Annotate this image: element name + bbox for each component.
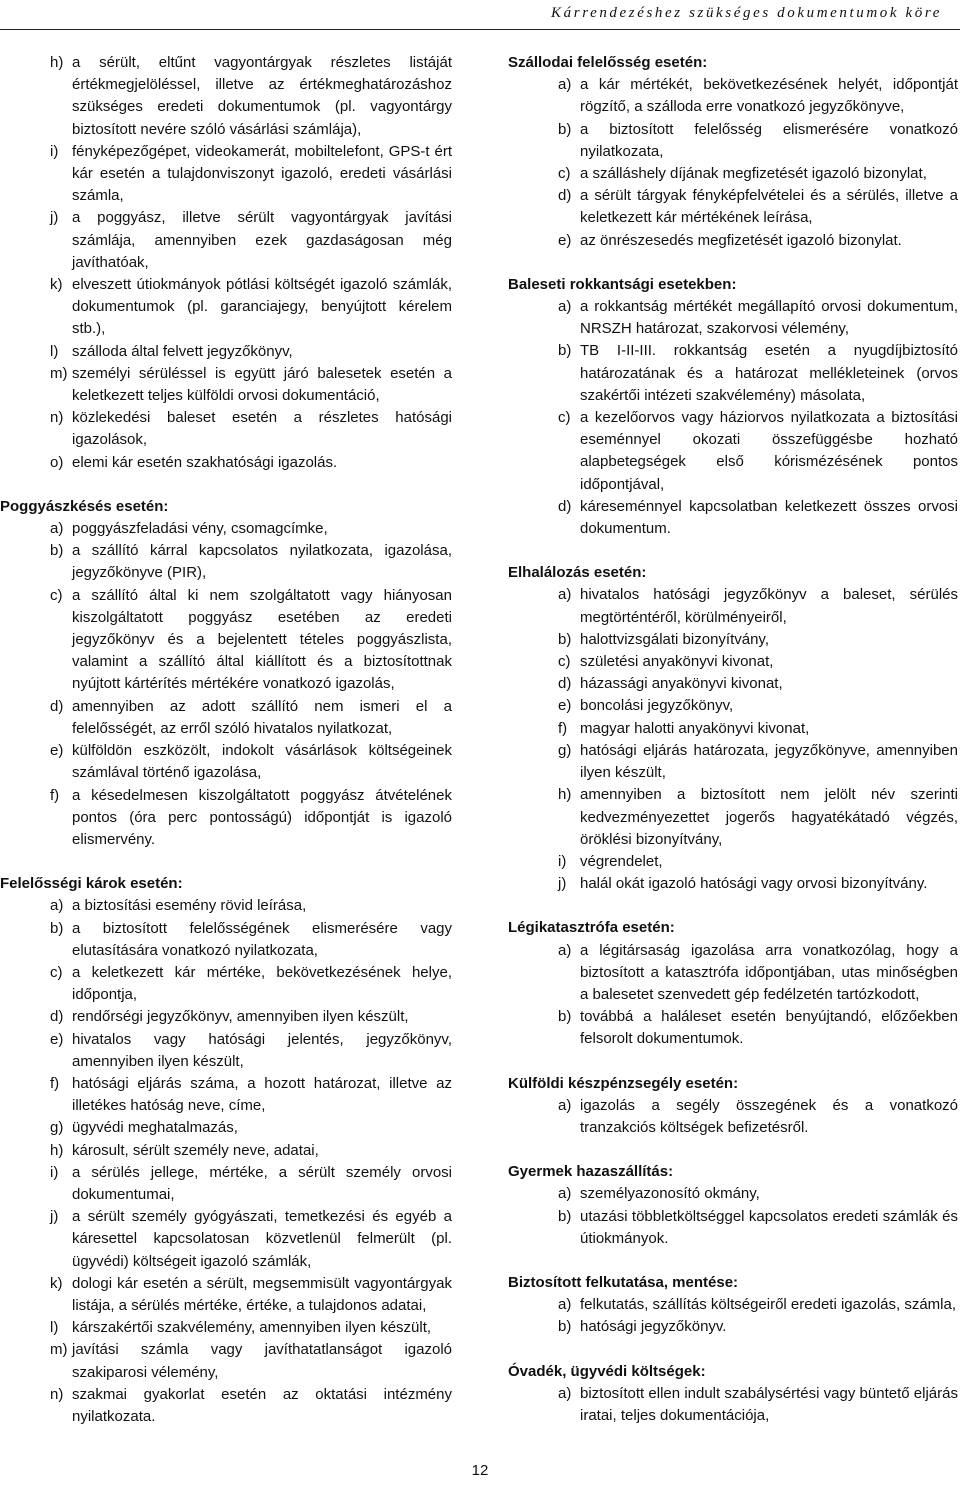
- list-item-text: továbbá a haláleset esetén benyújtandó, előzőekben felsorolt dokumentumok.: [580, 1008, 958, 1048]
- list-item-marker: d): [50, 1008, 64, 1026]
- list-item-marker: b): [558, 120, 572, 138]
- list-item-text: rendőrségi jegyzőkönyv, amennyiben ilyen készült,: [72, 1008, 409, 1026]
- list-item-marker: e): [558, 231, 572, 249]
- list-item-marker: d): [50, 697, 64, 715]
- list-item-marker: j): [558, 875, 567, 893]
- list-item-text: kárszakértői szakvélemény, amennyiben ilyen készült,: [72, 1319, 432, 1337]
- list-item-marker: b): [558, 342, 572, 360]
- list-item-marker: n): [50, 409, 64, 427]
- list-item-text: a kár mértékét, bekövetkezésének helyét, időpontját rögzítő, a szálloda erre vonatkozó jegyzőkönyve,: [580, 76, 958, 116]
- list-item-text: dologi kár esetén a sérült, megsemmisült vagyontárgyak listája, a sérülés mértéke, értéke, a tulajdonos adatai,: [72, 1274, 452, 1314]
- list-item-marker: f): [50, 786, 60, 804]
- list-item-marker: d): [558, 187, 572, 205]
- list-item: [508, 584, 958, 628]
- list-item-marker: b): [50, 542, 64, 560]
- list-item-marker: a): [558, 76, 572, 94]
- left-sections: [0, 496, 452, 1428]
- list-item: [0, 1339, 452, 1383]
- section: [0, 873, 452, 1428]
- section: [508, 1161, 958, 1250]
- list-item-marker: e): [50, 742, 64, 760]
- list-item-text: a sérült, eltűnt vagyontárgyak részletes listáját értékmegjelöléssel, illetve az értékmeghatározáshoz szükséges eredeti dokumentumok (pl. vagyontárgy biztosított nevére szóló vásárlási számlája),: [72, 54, 452, 138]
- section: [508, 1073, 958, 1140]
- list-item-marker: g): [50, 1119, 64, 1137]
- section-heading: Biztosított felkutatása, mentése:: [508, 1273, 739, 1291]
- list-item-marker: b): [558, 630, 572, 648]
- list-item-marker: i): [50, 142, 59, 160]
- list-item-text: a poggyász, illetve sérült vagyontárgyak javítási számlája, amennyiben ezek gazdaságosan még javíthatóak,: [72, 209, 452, 271]
- list-item: [508, 185, 958, 229]
- list-item: [508, 340, 958, 407]
- section: [508, 917, 958, 1050]
- section-heading: Külföldi készpénzsegély esetén:: [508, 1074, 739, 1092]
- list-item-marker: a): [50, 897, 64, 915]
- list-item: [508, 163, 958, 185]
- list-item-text: TB I-II-III. rokkantság esetén a nyugdíjbiztosító határozatának és a határozat mellékleteinek (orvos szakértői intézeti szakvélemény) másolata,: [580, 342, 958, 404]
- list-item: [508, 851, 958, 873]
- list-item: [0, 895, 452, 917]
- list-item: [0, 1117, 452, 1139]
- list-item: [508, 1206, 958, 1250]
- list-item-text: halál okát igazoló hatósági vagy orvosi bizonyítvány.: [580, 875, 928, 893]
- list-item-text: hatósági eljárás száma, a hozott határozat, illetve az illetékes hatóság neve, címe,: [72, 1074, 452, 1115]
- list-item-marker: j): [50, 1208, 59, 1226]
- list-item-text: házassági anyakönyvi kivonat,: [580, 675, 783, 693]
- list-item: [508, 718, 958, 740]
- list-item-marker: c): [50, 963, 63, 981]
- running-title: Kárrendezéshez szükséges dokumentumok köre: [551, 5, 942, 21]
- list-item: [508, 873, 958, 895]
- section: [508, 562, 958, 895]
- list-item-marker: g): [558, 741, 572, 759]
- list-item: [508, 695, 958, 717]
- list-item-text: amennyiben a biztosított nem jelölt név szerinti kedvezményezettet jogerős hagyatékátadó végzés, öröklési bizonyítvány,: [580, 786, 958, 848]
- section-heading: Baleseti rokkantsági esetekben:: [508, 275, 737, 293]
- list-item: [0, 1317, 452, 1339]
- list-item-text: elveszett útiokmányok pótlási költségét igazoló számlák, dokumentumok (pl. garanciajegy, benyújtott kérelem stb.),: [72, 276, 452, 338]
- list-item: [508, 74, 958, 118]
- list-item: [0, 1273, 452, 1317]
- section-heading: Légikatasztrófa esetén:: [508, 919, 675, 937]
- list-item-text: a rokkantság mértékét megállapító orvosi dokumentum, NRSZH határozat, szakorvosi vélemény,: [580, 298, 958, 338]
- list-item: [0, 207, 452, 274]
- list-item-text: hatósági jegyzőkönyv.: [580, 1318, 727, 1336]
- list-item: [0, 1073, 452, 1117]
- list-item-marker: a): [558, 1384, 572, 1402]
- list-item-text: közlekedési baleset esetén a részletes hatósági igazolások,: [72, 409, 452, 449]
- list-item-marker: b): [558, 1008, 572, 1026]
- list-item-marker: k): [50, 276, 63, 294]
- section: [508, 1361, 958, 1428]
- list-item: [0, 1384, 452, 1428]
- list-item: [508, 496, 958, 540]
- list-item-marker: h): [558, 786, 572, 804]
- list-item: [508, 1006, 958, 1050]
- list-item-marker: b): [558, 1207, 572, 1225]
- intro-list: [0, 52, 452, 474]
- list-item-text: a biztosított felelősségének elismerésére vagy elutasítására vonatkozó nyilatkozata,: [72, 919, 452, 959]
- list-item-text: hivatalos vagy hatósági jelentés, jegyzőkönyv, amennyiben ilyen készült,: [72, 1030, 452, 1070]
- list-item-text: a keletkezett kár mértéke, bekövetkezésének helye, időpontja,: [72, 963, 452, 1004]
- list-item-text: elemi kár esetén szakhatósági igazolás.: [72, 453, 338, 471]
- list-item-marker: c): [558, 409, 571, 427]
- list-item-marker: a): [50, 520, 64, 538]
- list-item-marker: e): [558, 697, 572, 715]
- list-item-marker: c): [50, 586, 63, 604]
- list-item-text: fényképezőgépet, videokamerát, mobiltelefont, GPS-t ért kár esetén a tulajdonviszonyt igazoló, eredeti vásárlási számla,: [72, 142, 452, 205]
- list-item-text: károsult, sérült személy neve, adatai,: [72, 1141, 319, 1159]
- left-column: [0, 52, 452, 1450]
- page-number: 12: [471, 1462, 489, 1479]
- list-item-text: a biztosítási esemény rövid leírása,: [72, 897, 307, 915]
- list-item-marker: c): [558, 653, 571, 671]
- list-item-marker: b): [50, 919, 64, 937]
- section-heading: Óvadék, ügyvédi költségek:: [508, 1362, 706, 1380]
- list-item-marker: a): [558, 1296, 572, 1314]
- list-item: [0, 1206, 452, 1273]
- list-item-marker: a): [558, 586, 572, 604]
- list-item-text: a sérülés jellege, mértéke, a sérült személy orvosi dokumentumai,: [72, 1163, 452, 1203]
- list-item-marker: b): [558, 1318, 572, 1336]
- list-item-text: halottvizsgálati bizonyítvány,: [580, 630, 769, 648]
- list-item-marker: c): [558, 165, 571, 183]
- section: [0, 496, 452, 851]
- list-item-text: amennyiben az adott szállító nem ismeri el a felelősségét, az erről szóló hivatalos nyilatkozat,: [72, 697, 452, 737]
- list-item-marker: f): [50, 1074, 60, 1092]
- list-item-text: születési anyakönyvi kivonat,: [580, 653, 774, 671]
- list-item-marker: o): [50, 453, 64, 471]
- list-item-text: a biztosított felelősség elismerésére vonatkozó nyilatkozata,: [580, 120, 958, 160]
- list-item: [508, 296, 958, 340]
- list-item-text: végrendelet,: [580, 852, 663, 870]
- list-item-marker: h): [50, 1141, 64, 1159]
- list-item-text: hatósági eljárás határozata, jegyzőkönyve, amennyiben ilyen készült,: [580, 741, 958, 782]
- list-item: [0, 918, 452, 962]
- right-sections: [508, 52, 958, 1427]
- list-item-marker: i): [50, 1163, 59, 1181]
- list-item: [508, 1316, 958, 1338]
- list-item-text: utazási többletköltséggel kapcsolatos eredeti számlák és útiokmányok.: [580, 1207, 958, 1247]
- list-item-marker: i): [558, 852, 567, 870]
- list-item-text: a szállító által ki nem szolgáltatott vagy hiányosan kiszolgáltatott poggyász esetében az eredeti jegyzőkönyv és a bejelentett tételes poggyászlista, valamint a szállító által kiállított és a biztosítottnak nyújtott kártérítés mértékére vonatkozó igazolás,: [72, 586, 452, 693]
- page-header: [0, 0, 960, 30]
- list-item-marker: m): [50, 364, 68, 382]
- section-heading: Poggyászkésés esetén:: [0, 497, 169, 515]
- list-item: [0, 452, 452, 474]
- list-item: [0, 363, 452, 407]
- list-item: [0, 52, 452, 141]
- list-item: [0, 1162, 452, 1206]
- list-item-marker: n): [50, 1385, 64, 1403]
- list-item-marker: e): [50, 1030, 64, 1048]
- right-column: [508, 52, 958, 1449]
- list-item: [508, 119, 958, 163]
- list-item-text: személyi sérüléssel is együtt járó balesetek esetén a keletkezett teljes külföldi orvosi dokumentáció,: [72, 364, 452, 405]
- list-item: [508, 1383, 958, 1427]
- list-item-marker: h): [50, 54, 64, 71]
- list-item-text: káreseménnyel kapcsolatban keletkezett összes orvosi dokumentum.: [580, 497, 958, 538]
- list-item-marker: d): [558, 675, 572, 693]
- list-item: [508, 673, 958, 695]
- list-item: [0, 740, 452, 784]
- list-item-marker: l): [50, 1319, 59, 1337]
- section-heading: Felelősségi károk esetén:: [0, 875, 183, 893]
- list-item: [508, 1183, 958, 1205]
- list-item-text: a kezelőorvos vagy háziorvos nyilatkozata a biztosítási eseménnyel okozati összefüggésbe hozható alapbetegségek első kórismézésének pontos időpontjával,: [580, 409, 958, 493]
- list-item-text: boncolási jegyzőkönyv,: [580, 697, 734, 715]
- section-heading: Elhalálozás esetén:: [508, 564, 647, 582]
- list-item-text: a sérült személy gyógyászati, temetkezési és egyéb a káresettel kapcsolatosan közvetlenül felmerült (pl. ügyvédi) költségeit igazoló számlák,: [72, 1208, 452, 1270]
- list-item-text: az önrészesedés megfizetését igazoló bizonylat.: [580, 231, 902, 249]
- list-item-text: szakmai gyakorlat esetén az oktatási intézmény nyilatkozata.: [72, 1385, 452, 1425]
- list-item: [508, 1294, 958, 1316]
- list-item: [508, 651, 958, 673]
- list-item: [508, 230, 958, 252]
- list-item-text: magyar halotti anyakönyvi kivonat,: [580, 719, 810, 737]
- list-item-text: hivatalos hatósági jegyzőkönyv a baleset, sérülés megtörténtéről, körülményeiről,: [580, 586, 958, 626]
- list-item: [0, 407, 452, 451]
- list-item: [0, 1140, 452, 1162]
- list-item: [0, 341, 452, 363]
- list-item: [0, 785, 452, 852]
- list-item-text: igazolás a segély összegének és a vonatkozó tranzakciós költségek befizetésről.: [580, 1096, 958, 1136]
- list-item-text: szálloda által felvett jegyzőkönyv,: [72, 342, 293, 360]
- list-item: [0, 141, 452, 208]
- list-item-marker: k): [50, 1274, 63, 1292]
- list-item: [0, 274, 452, 341]
- list-item: [0, 518, 452, 540]
- list-item: [0, 962, 452, 1006]
- section: [508, 1272, 958, 1339]
- list-item: [0, 585, 452, 696]
- section-heading: Szállodai felelősség esetén:: [508, 54, 708, 71]
- list-item-text: ügyvédi meghatalmazás,: [72, 1119, 238, 1137]
- list-item-marker: j): [50, 209, 59, 227]
- list-item: [0, 1006, 452, 1028]
- list-item-text: a késedelmesen kiszolgáltatott poggyász átvételének pontos (óra perc pontosságú) időpontját is igazoló elismervény.: [72, 786, 452, 848]
- list-item-marker: d): [558, 497, 572, 515]
- list-item: [0, 696, 452, 740]
- list-item-marker: a): [558, 298, 572, 316]
- list-item-marker: f): [558, 719, 568, 737]
- list-item-text: a szálláshely díjának megfizetését igazoló bizonylat,: [580, 165, 927, 183]
- list-item: [508, 784, 958, 851]
- list-item-text: javítási számla vagy javíthatatlanságot igazoló szakiparosi vélemény,: [72, 1341, 452, 1381]
- list-item-text: a sérült tárgyak fényképfelvételei és a sérülés, illetve a keletkezett kár mértékének leírása,: [580, 187, 958, 227]
- list-item-text: a légitársaság igazolása arra vonatkozólag, hogy a biztosított a katasztrófa időpontjában, utas minőségben a balesetet szenvedett gép fedélzetén tartózkodott,: [580, 941, 958, 1003]
- list-item: [508, 407, 958, 496]
- list-item-text: poggyászfeladási vény, csomagcímke,: [72, 520, 328, 538]
- list-item-marker: a): [558, 941, 572, 959]
- list-item: [508, 629, 958, 651]
- list-item-marker: a): [558, 1185, 572, 1203]
- list-item: [508, 1095, 958, 1139]
- list-item: [0, 1029, 452, 1073]
- list-item: [508, 740, 958, 784]
- list-item-text: felkutatás, szállítás költségeiről eredeti igazolás, számla,: [580, 1296, 957, 1314]
- list-item-text: személyazonosító okmány,: [580, 1185, 760, 1203]
- list-item: [508, 940, 958, 1007]
- list-item-marker: m): [50, 1341, 68, 1359]
- section: [508, 274, 958, 540]
- section: [508, 52, 958, 252]
- list-item-marker: a): [558, 1096, 572, 1114]
- list-item-text: a szállító kárral kapcsolatos nyilatkozata, igazolása, jegyzőkönyve (PIR),: [72, 542, 452, 582]
- list-item-marker: l): [50, 342, 59, 360]
- list-item-text: biztosított ellen indult szabálysértési vagy büntető eljárás iratai, teljes dokumentációja,: [580, 1384, 958, 1424]
- list-item-text: külföldön eszközölt, indokolt vásárlások költségeinek számlával történő igazolása,: [72, 742, 452, 782]
- section-heading: Gyermek hazaszállítás:: [508, 1163, 674, 1181]
- list-item: [0, 540, 452, 584]
